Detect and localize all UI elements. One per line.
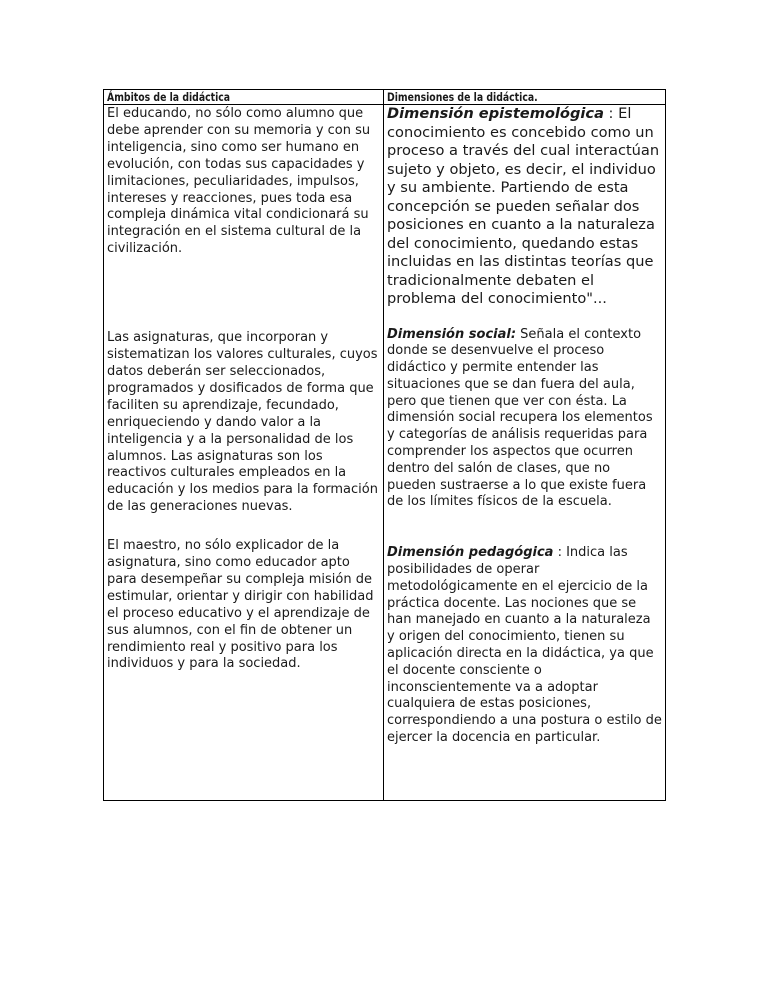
- dimension-pedagogica-title: Dimensión pedagógica: [387, 545, 554, 561]
- dimension-pedagogica: [387, 545, 662, 747]
- dimension-epistemologica-title: Dimensión epistemológica: [387, 105, 604, 122]
- dimension-social: [387, 327, 662, 512]
- dimension-epistemologica: [387, 105, 662, 309]
- dimension-pedagogica-text: : Indica las posibilidades de operar metodológicamente en el ejercicio de la práctica docente. Las nociones que se han manejado en cuanto a la naturaleza y origen del conocimiento, tienen su aplicación directa en la didáctica, ya que el docente consciente o inconscientemente va a adoptar cualquiera de estas posiciones, correspondiendo a una postura o estilo de ejercer la docencia en particular.: [387, 545, 662, 746]
- header-dimensiones: Dimensiones de la didáctica.: [384, 90, 666, 105]
- header-row: [104, 90, 666, 105]
- didactics-table: [103, 89, 666, 801]
- content-row: [104, 105, 666, 801]
- ambito-maestro: El maestro, no sólo explicador de la asignatura, sino como educador apto para desempeñar su compleja misión de estimular, orientar y dirigir con habilidad el proceso educativo y el aprendizaje de sus alumnos, con el fin de obtener un rendimiento real y positivo para los individuos y para la sociedad.: [107, 538, 374, 672]
- ambito-educando: El educando, no sólo como alumno que debe aprender con su memoria y con su inteligencia, sino como ser humano en evolución, con todas sus capacidades y limitaciones, peculiaridades, impulsos, intereses y reacciones, pues toda esa compleja dinámica vital condicionará su integración en el sistema cultural de la civilización.: [107, 106, 371, 257]
- dimension-epistemologica-text: : El conocimiento es concebido como un proceso a través del cual interactúan sujeto y objeto, es decir, el individuo y su ambiente. Partiendo de esta concepción se pueden señalar dos posiciones en cuanto a la naturaleza del conocimiento, quedando estas incluidas en las distintas teorías que tradicionalmente debaten el problema del conocimiento"...: [387, 105, 660, 307]
- header-ambitos: Ámbitos de la didáctica: [104, 90, 384, 105]
- ambito-asignaturas: Las asignaturas, que incorporan y sistematizan los valores culturales, cuyos datos deberán ser seleccionados, programados y dosificados de forma que faciliten su aprendizaje, fecundado, enriqueciendo y dando valor a la inteligencia y a la personalidad de los alumnos. Las asignaturas son los reactivos culturales empleados en la educación y los medios para la formación de las generaciones nuevas.: [107, 330, 378, 515]
- dimensiones-cell: [384, 105, 666, 801]
- ambitos-cell: [104, 105, 384, 801]
- dimension-social-text: Señala el contexto donde se desenvuelve el proceso didáctico y permite entender las situaciones que se dan fuera del aula, pero que tienen que ver con ésta. La dimensión social recupera los elementos y categorías de análisis requeridas para comprender los aspectos que ocurren dentro del salón de clases, que no pueden sustraerse a lo que existe fuera de los límites físicos de la escuela.: [387, 326, 653, 510]
- dimension-social-title: Dimensión social:: [387, 326, 517, 342]
